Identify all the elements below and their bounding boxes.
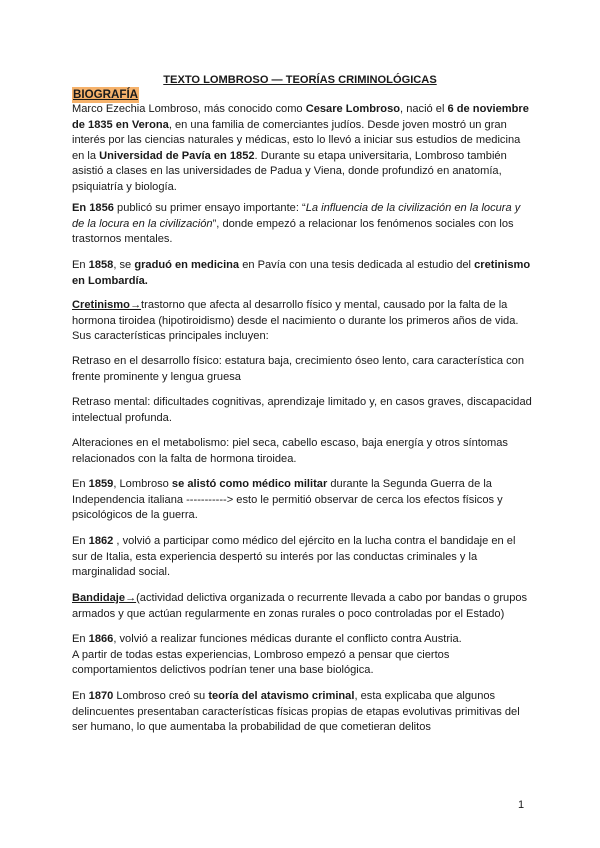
- document-title: TEXTO LOMBROSO — TEORÍAS CRIMINOLÓGICAS: [163, 74, 437, 86]
- paragraph-1866: En 1866, volvió a realizar funciones médicas durante el conflicto contra Austria. A partir de todas estas experiencias, Lombroso empezó a pensar que ciertos comportamientos delictivos podrían tener una base biológica.: [72, 633, 462, 677]
- section-heading-biografia: BIOGRAFÍA: [73, 88, 139, 101]
- paragraph-cretinismo: Cretinismo→trastorno que afecta al desarrollo físico y mental, causado por la falta de la hormona tiroidea (hipotiroidismo) desde el nacimiento o durante los primeros años de vida. Sus características principales incluyen:: [72, 299, 519, 343]
- paragraph-1858: En 1858, se graduó en medicina en Pavía con una tesis dedicada al estudio del cretinismo en Lombardía.: [72, 259, 531, 287]
- paragraph-1856: En 1856 publicó su primer ensayo importante: “La influencia de la civilización en la locura y de la locura en la civilización”, donde empezó a relacionar los fenómenos sociales con los trastornos mentales.: [72, 202, 521, 246]
- paragraph-1870: En 1870 Lombroso creó su teoría del atavismo criminal, esta explicaba que algunos delincuentes presentaban características físicas propias de etapas evolutivas primitivas del ser humano, lo que aumentaba la probabilidad de que cometieran delitos: [72, 690, 520, 734]
- paragraph-metabolismo: Alteraciones en el metabolismo: piel seca, cabello escaso, baja energía y otros síntomas relacionados con la falta de hormona tiroidea.: [72, 437, 508, 465]
- paragraph-retraso-mental: Retraso mental: dificultades cognitivas, aprendizaje limitado y, en casos graves, discapacidad intelectual profunda.: [72, 396, 532, 424]
- paragraph-bandidaje: Bandidaje→(actividad delictiva organizada o recurrente llevada a cabo por bandas o grupos armados y que actúan regularmente en zonas rurales o poco controladas por el Estado): [72, 592, 528, 620]
- page-number: 1: [518, 799, 525, 811]
- paragraph-intro: Marco Ezechia Lombroso, más conocido como Cesare Lombroso, nació el 6 de noviembre de 1835 en Verona, en una familia de comerciantes judíos. Desde joven mostró un gran interés por las ciencias naturales y médicas, esto lo llevó a iniciar sus estudios de medicina en la Universidad de Pavía en 1852. Durante su etapa universitaria, Lombroso también asistió a clases en las universidades de Padua y Viena, donde profundizó en anatomía, psiquiatría y biología.: [72, 103, 529, 193]
- paragraph-1859: En 1859, Lombroso se alistó como médico militar durante la Segunda Guerra de la Independencia italiana -----------> esto le permitió observar de cerca los efectos físicos y psicológicos de la guerra.: [72, 478, 503, 522]
- paragraph-retraso-fisico: Retraso en el desarrollo físico: estatura baja, crecimiento óseo lento, cara característica con frente prominente y lengua gruesa: [72, 355, 524, 383]
- paragraph-1862: En 1862 , volvió a participar como médico del ejército en la lucha contra el bandidaje en el sur de Italia, esta experiencia despertó su interés por las conductas criminales y la marginalidad social.: [72, 535, 516, 579]
